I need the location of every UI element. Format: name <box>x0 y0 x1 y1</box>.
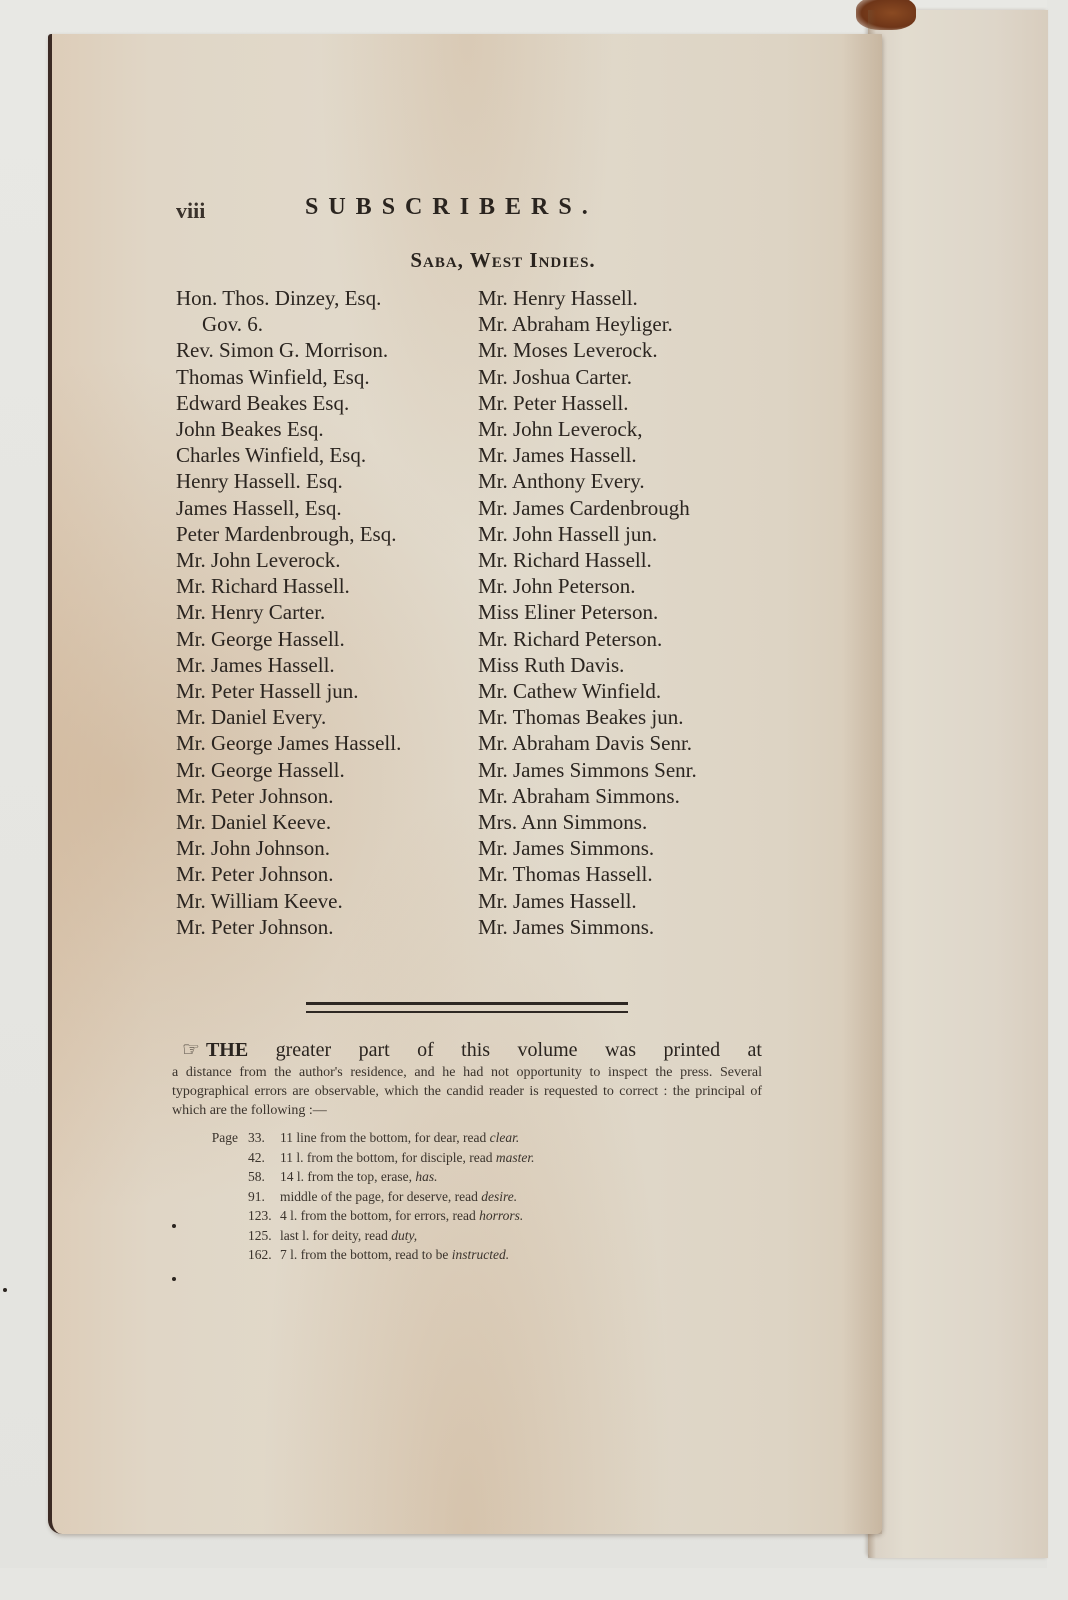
errata-page-label <box>172 1245 248 1265</box>
subscriber-name: Mr. Abraham Davis Senr. <box>478 731 693 756</box>
printer-note-lead-word: THE <box>205 1039 249 1062</box>
errata-instruction: 11 l. from the bottom, for disciple, read <box>280 1149 496 1165</box>
printer-note-body: a distance from the author's residence, and he had not opportunity to inspect the press. Several typographical errors are observable, which the candid reader is requested to correct : the principal of which are the following :— <box>172 1065 762 1119</box>
running-head <box>172 194 772 230</box>
subscriber-name: Charles Winfield, Esq. <box>176 443 367 468</box>
subscriber-name: Mr. James Hassell. <box>176 652 335 677</box>
subscriber-name: Mr. James Hassell. <box>478 443 637 468</box>
subscriber-name: Mr. Peter Johnson. <box>176 914 334 939</box>
subscriber-name: Mr. James Simmons Senr. <box>478 757 697 782</box>
errata-page-label <box>172 1148 248 1168</box>
errata-page-label: Page <box>211 1130 238 1146</box>
errata-correction: duty, <box>391 1227 418 1243</box>
errata-correction: has. <box>415 1169 438 1185</box>
double-rule-divider <box>306 1002 628 1013</box>
errata-page-label <box>172 1226 248 1246</box>
subscriber-name: Mr. Abraham Heyliger. <box>478 312 673 337</box>
subscriber-name: John Beakes Esq. <box>176 417 324 442</box>
errata-entry <box>172 1245 772 1265</box>
subscriber-name: Mr. John Johnson. <box>176 836 331 861</box>
page-content <box>172 194 772 1265</box>
errata-entry <box>172 1128 772 1148</box>
subscriber-name: James Hassell, Esq. <box>176 495 342 520</box>
errata-text <box>280 1148 534 1168</box>
subscriber-name: Mr. James Simmons. <box>478 914 655 939</box>
subscriber-name: Mr. George Hassell. <box>176 626 345 651</box>
errata-instruction: 14 l. from the top, erase, <box>280 1169 416 1185</box>
facing-page-edge <box>868 10 1048 1558</box>
gutter-shadow <box>842 34 882 1534</box>
subscriber-name: Mr. Moses Leverock. <box>478 338 658 363</box>
errata-entry <box>172 1226 772 1246</box>
subscriber-name: Mr. James Cardenbrough <box>478 495 690 520</box>
running-title: SUBSCRIBERS. <box>305 194 598 220</box>
subscriber-name: Mr. Peter Hassell. <box>478 390 629 415</box>
ink-speck <box>3 1288 7 1292</box>
errata-page-number: 33. <box>248 1130 265 1146</box>
errata-page-number: 123. <box>248 1208 272 1224</box>
errata-text <box>280 1245 509 1265</box>
errata-entry <box>172 1206 772 1226</box>
subscriber-name: Mr. John Hassell jun. <box>478 521 658 546</box>
book-page <box>48 34 882 1534</box>
subscriber-name: Mrs. Ann Simmons. <box>478 810 648 835</box>
ink-speck <box>172 1224 176 1228</box>
subscriber-name: Edward Beakes Esq. <box>176 390 350 415</box>
subscriber-name: Rev. Simon G. Morrison. <box>176 338 389 363</box>
errata-text <box>280 1206 523 1226</box>
errata-instruction: last l. for deity, read <box>280 1227 392 1243</box>
subscriber-name: Mr. William Keeve. <box>176 888 343 913</box>
errata-entry <box>172 1167 772 1187</box>
errata-entry <box>172 1187 772 1207</box>
subscriber-column-left <box>176 285 478 940</box>
subscriber-name: Mr. Henry Hassell. <box>478 286 638 310</box>
subscriber-name: Mr. Cathew Winfield. <box>478 679 662 704</box>
errata-page-number: 162. <box>248 1247 272 1263</box>
subscriber-name: Mr. John Leverock, <box>478 417 643 442</box>
errata-text <box>280 1128 519 1148</box>
errata-page-number: 125. <box>248 1227 272 1243</box>
errata-list <box>172 1128 772 1265</box>
subscriber-name: Peter Mardenbrough, Esq. <box>176 521 397 546</box>
errata-page-number: 42. <box>248 1149 265 1165</box>
errata-correction: desire. <box>481 1188 518 1204</box>
errata-entry <box>172 1148 772 1168</box>
printer-note-lead <box>172 1037 762 1063</box>
errata-text <box>280 1167 437 1187</box>
subscriber-name: Mr. Peter Johnson. <box>176 862 334 887</box>
errata-correction: horrors. <box>479 1208 524 1224</box>
subscriber-name: Mr. Thomas Beakes jun. <box>478 705 684 730</box>
errata-correction: master. <box>495 1149 535 1165</box>
subscriber-name: Mr. John Peterson. <box>478 574 636 599</box>
errata-instruction: 7 l. from the bottom, read to be <box>280 1247 452 1263</box>
errata-correction: instructed. <box>451 1247 510 1263</box>
ink-speck <box>172 1277 176 1281</box>
errata-page-label <box>172 1167 248 1187</box>
pointing-hand-icon: ☞ <box>182 1039 200 1062</box>
subscriber-name: Mr. Daniel Every. <box>176 705 327 730</box>
subscriber-name: Mr. George James Hassell. <box>176 731 402 756</box>
subscriber-name: Mr. James Simmons. <box>478 836 655 861</box>
subscriber-name: Gov. 6. <box>202 312 264 337</box>
subscriber-name: Mr. Joshua Carter. <box>478 364 632 389</box>
subscriber-name: Mr. Abraham Simmons. <box>478 783 680 808</box>
errata-page-number: 91. <box>248 1188 265 1204</box>
errata-instruction: middle of the page, for deserve, read <box>280 1188 482 1204</box>
errata-page-label <box>172 1206 248 1226</box>
subscriber-name: Mr. Richard Hassell. <box>176 574 350 599</box>
errata-text <box>280 1226 417 1246</box>
subscriber-name: Mr. John Leverock. <box>176 548 341 573</box>
subscriber-name: Miss Eliner Peterson. <box>478 600 659 625</box>
subscriber-name: Miss Ruth Davis. <box>478 652 625 677</box>
subscriber-name: Mr. Thomas Hassell. <box>478 862 653 887</box>
printer-note <box>172 1037 762 1120</box>
subscriber-name: Mr. Henry Carter. <box>176 600 326 625</box>
errata-correction: clear. <box>489 1130 520 1146</box>
section-heading: Saba, West Indies. <box>410 248 596 272</box>
subscriber-list <box>172 285 772 940</box>
subscriber-name: Mr. Daniel Keeve. <box>176 810 332 835</box>
errata-instruction: 11 line from the bottom, for dear, read <box>280 1130 490 1146</box>
subscriber-name: Mr. Richard Peterson. <box>478 626 663 651</box>
subscriber-column-right <box>478 285 768 940</box>
errata-page-number: 58. <box>248 1169 265 1185</box>
subscriber-name: Mr. George Hassell. <box>176 757 345 782</box>
subscriber-name: Mr. Peter Johnson. <box>176 783 334 808</box>
subscriber-name: Mr. Peter Hassell jun. <box>176 679 359 704</box>
subscriber-name: Mr. Anthony Every. <box>478 469 645 494</box>
subscriber-name: Thomas Winfield, Esq. <box>176 364 370 389</box>
subscriber-name: Henry Hassell. Esq. <box>176 469 343 494</box>
page-number: viii <box>176 198 206 223</box>
subscriber-name: Mr. James Hassell. <box>478 888 637 913</box>
errata-text <box>280 1187 517 1207</box>
subscriber-name: Mr. Richard Hassell. <box>478 548 652 573</box>
printer-note-lead-rest: greater part of this volume was printed at <box>248 1039 762 1062</box>
subscriber-name: Hon. Thos. Dinzey, Esq. <box>176 286 382 310</box>
errata-page-label <box>172 1187 248 1207</box>
errata-instruction: 4 l. from the bottom, for errors, read <box>280 1208 480 1224</box>
